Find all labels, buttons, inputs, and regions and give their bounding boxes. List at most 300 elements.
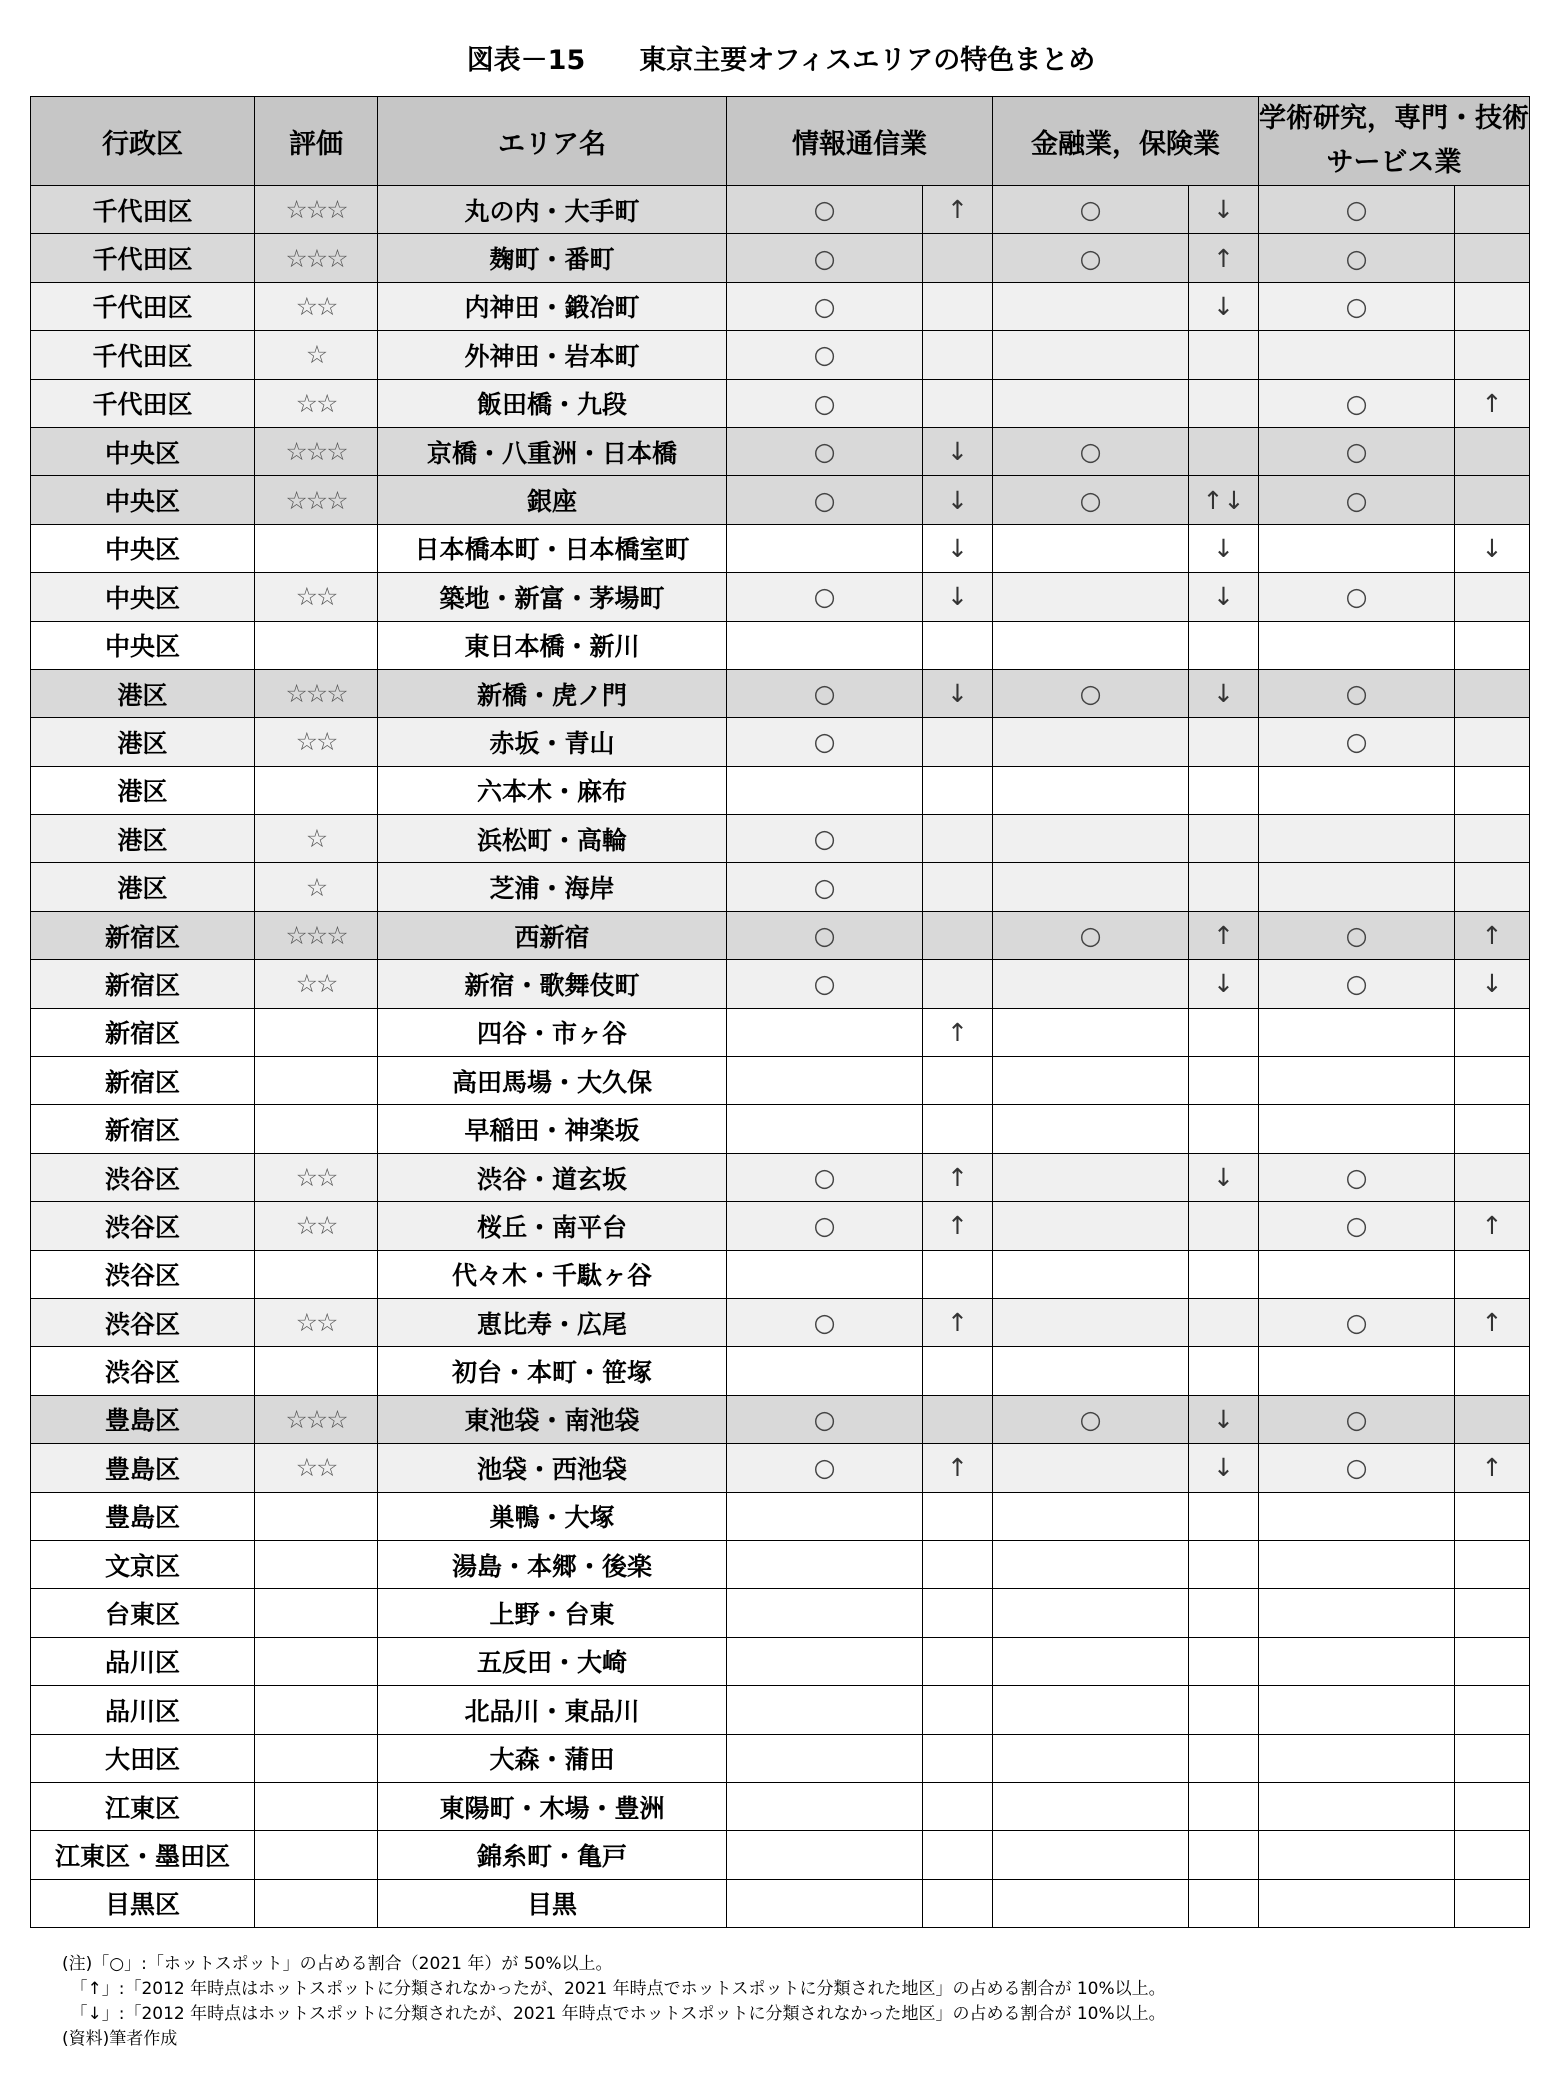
cell-info-trend: ↓ xyxy=(923,524,993,572)
cell-area: 北品川・東品川 xyxy=(378,1686,727,1734)
cell-finance-trend: ↓ xyxy=(1189,1153,1259,1201)
table-row xyxy=(31,476,1530,524)
cell-info-trend: ↑ xyxy=(923,186,993,234)
cell-info xyxy=(727,1250,923,1298)
cell-academic-trend xyxy=(1455,1153,1530,1201)
cell-info xyxy=(727,766,923,814)
cell-academic: ○ xyxy=(1259,911,1455,959)
cell-academic: ○ xyxy=(1259,476,1455,524)
cell-academic-trend xyxy=(1455,1831,1530,1879)
cell-finance-trend: ↑↓ xyxy=(1189,476,1259,524)
cell-finance xyxy=(993,1008,1189,1056)
cell-ward: 渋谷区 xyxy=(31,1250,255,1298)
cell-academic xyxy=(1259,1250,1455,1298)
cell-info-trend xyxy=(923,1492,993,1540)
cell-finance xyxy=(993,1637,1189,1685)
table-row xyxy=(31,1589,1530,1637)
cell-academic-trend: ↑ xyxy=(1455,1444,1530,1492)
cell-finance-trend: ↓ xyxy=(1189,282,1259,330)
cell-info xyxy=(727,1686,923,1734)
cell-finance-trend xyxy=(1189,1879,1259,1927)
cell-ward: 新宿区 xyxy=(31,911,255,959)
cell-academic: ○ xyxy=(1259,573,1455,621)
cell-info-trend xyxy=(923,1831,993,1879)
cell-academic: ○ xyxy=(1259,282,1455,330)
header-info: 情報通信業 xyxy=(727,97,993,186)
cell-info xyxy=(727,1589,923,1637)
cell-finance: ○ xyxy=(993,427,1189,475)
table-row xyxy=(31,911,1530,959)
cell-ward: 新宿区 xyxy=(31,960,255,1008)
cell-area: 銀座 xyxy=(378,476,727,524)
cell-finance xyxy=(993,621,1189,669)
cell-finance: ○ xyxy=(993,669,1189,717)
cell-area: 新宿・歌舞伎町 xyxy=(378,960,727,1008)
cell-info-trend xyxy=(923,1057,993,1105)
cell-info-trend xyxy=(923,234,993,282)
cell-ward: 港区 xyxy=(31,815,255,863)
cell-academic xyxy=(1259,1492,1455,1540)
cell-finance-trend: ↓ xyxy=(1189,669,1259,717)
table-row xyxy=(31,1202,1530,1250)
cell-finance xyxy=(993,1250,1189,1298)
cell-finance: ○ xyxy=(993,911,1189,959)
cell-ward: 渋谷区 xyxy=(31,1347,255,1395)
cell-ward: 文京区 xyxy=(31,1540,255,1588)
cell-area: 上野・台東 xyxy=(378,1589,727,1637)
cell-academic-trend xyxy=(1455,1686,1530,1734)
table-row xyxy=(31,1540,1530,1588)
cell-ward: 台東区 xyxy=(31,1589,255,1637)
cell-finance: ○ xyxy=(993,1395,1189,1443)
cell-area: 初台・本町・笹塚 xyxy=(378,1347,727,1395)
cell-academic-trend: ↑ xyxy=(1455,1202,1530,1250)
cell-finance xyxy=(993,1540,1189,1588)
note-down-arrow: 「↓」:「2012 年時点はホットスポットに分類されたが、2021 年時点でホットスポットに分類されなかった地区」の占める割合が 10%以上。 xyxy=(62,2004,1166,2024)
table-row xyxy=(31,573,1530,621)
table-row xyxy=(31,1782,1530,1830)
cell-finance-trend: ↓ xyxy=(1189,1444,1259,1492)
cell-ward: 目黒区 xyxy=(31,1879,255,1927)
header-area: エリア名 xyxy=(378,97,727,186)
cell-info: ○ xyxy=(727,573,923,621)
cell-info xyxy=(727,524,923,572)
cell-area: 東陽町・木場・豊洲 xyxy=(378,1782,727,1830)
cell-rating: ☆☆ xyxy=(255,282,378,330)
cell-info: ○ xyxy=(727,911,923,959)
page-title: 図表－15 東京主要オフィスエリアの特色まとめ xyxy=(466,45,1096,76)
cell-info-trend xyxy=(923,766,993,814)
table-row xyxy=(31,1057,1530,1105)
cell-academic-trend xyxy=(1455,1637,1530,1685)
cell-finance xyxy=(993,766,1189,814)
cell-info-trend xyxy=(923,1105,993,1153)
cell-info: ○ xyxy=(727,476,923,524)
cell-finance xyxy=(993,524,1189,572)
cell-academic-trend xyxy=(1455,1347,1530,1395)
cell-academic-trend xyxy=(1455,331,1530,379)
cell-finance-trend xyxy=(1189,863,1259,911)
cell-academic-trend: ↑ xyxy=(1455,1298,1530,1346)
cell-ward: 大田区 xyxy=(31,1734,255,1782)
cell-rating: ☆☆ xyxy=(255,1298,378,1346)
cell-rating: ☆☆☆ xyxy=(255,427,378,475)
cell-ward: 中央区 xyxy=(31,573,255,621)
cell-academic-trend xyxy=(1455,1734,1530,1782)
cell-info-trend: ↓ xyxy=(923,427,993,475)
cell-finance-trend xyxy=(1189,1057,1259,1105)
cell-academic xyxy=(1259,1008,1455,1056)
cell-finance-trend xyxy=(1189,1298,1259,1346)
cell-academic-trend xyxy=(1455,1879,1530,1927)
cell-info-trend xyxy=(923,1395,993,1443)
header-rating: 評価 xyxy=(255,97,378,186)
cell-info xyxy=(727,621,923,669)
cell-info: ○ xyxy=(727,282,923,330)
cell-rating xyxy=(255,1008,378,1056)
cell-info: ○ xyxy=(727,960,923,1008)
cell-finance xyxy=(993,331,1189,379)
office-area-table xyxy=(30,96,1530,1928)
cell-area: 麹町・番町 xyxy=(378,234,727,282)
table-row xyxy=(31,1879,1530,1927)
cell-academic-trend: ↓ xyxy=(1455,960,1530,1008)
cell-ward: 品川区 xyxy=(31,1686,255,1734)
table-row xyxy=(31,1444,1530,1492)
cell-finance-trend xyxy=(1189,1202,1259,1250)
cell-area: 丸の内・大手町 xyxy=(378,186,727,234)
cell-academic: ○ xyxy=(1259,669,1455,717)
cell-academic-trend xyxy=(1455,573,1530,621)
table-row xyxy=(31,766,1530,814)
cell-rating xyxy=(255,1057,378,1105)
cell-area: 目黒 xyxy=(378,1879,727,1927)
table-row xyxy=(31,1637,1530,1685)
header-academic: 学術研究，専門・技術サービス業 xyxy=(1259,97,1530,186)
cell-academic-trend: ↓ xyxy=(1455,524,1530,572)
note-up-arrow: 「↑」:「2012 年時点はホットスポットに分類されなかったが、2021 年時点でホットスポットに分類された地区」の占める割合が 10%以上。 xyxy=(62,1979,1166,1999)
cell-rating xyxy=(255,1734,378,1782)
cell-finance-trend: ↓ xyxy=(1189,524,1259,572)
cell-finance xyxy=(993,1347,1189,1395)
table-row xyxy=(31,815,1530,863)
cell-ward: 千代田区 xyxy=(31,186,255,234)
cell-rating: ☆☆ xyxy=(255,1444,378,1492)
cell-area: 恵比寿・広尾 xyxy=(378,1298,727,1346)
cell-ward: 千代田区 xyxy=(31,379,255,427)
cell-info-trend: ↑ xyxy=(923,1202,993,1250)
cell-ward: 港区 xyxy=(31,669,255,717)
cell-academic-trend xyxy=(1455,669,1530,717)
cell-area: 東日本橋・新川 xyxy=(378,621,727,669)
cell-ward: 豊島区 xyxy=(31,1492,255,1540)
cell-finance xyxy=(993,1589,1189,1637)
cell-academic xyxy=(1259,1686,1455,1734)
cell-rating: ☆☆ xyxy=(255,1153,378,1201)
cell-academic-trend: ↑ xyxy=(1455,379,1530,427)
table-row xyxy=(31,1831,1530,1879)
cell-rating: ☆☆☆ xyxy=(255,234,378,282)
cell-academic-trend xyxy=(1455,186,1530,234)
cell-area: 大森・蒲田 xyxy=(378,1734,727,1782)
cell-academic: ○ xyxy=(1259,186,1455,234)
header-row xyxy=(31,97,1530,186)
cell-info-trend: ↓ xyxy=(923,573,993,621)
cell-area: 新橋・虎ノ門 xyxy=(378,669,727,717)
cell-rating xyxy=(255,1347,378,1395)
cell-rating: ☆☆☆ xyxy=(255,669,378,717)
table-row xyxy=(31,1492,1530,1540)
cell-finance-trend xyxy=(1189,718,1259,766)
cell-area: 築地・新富・茅場町 xyxy=(378,573,727,621)
cell-finance-trend xyxy=(1189,1782,1259,1830)
cell-rating: ☆☆ xyxy=(255,1202,378,1250)
table-row xyxy=(31,1105,1530,1153)
cell-finance-trend: ↓ xyxy=(1189,1395,1259,1443)
cell-academic-trend xyxy=(1455,621,1530,669)
cell-ward: 港区 xyxy=(31,863,255,911)
cell-academic-trend xyxy=(1455,1589,1530,1637)
cell-ward: 渋谷区 xyxy=(31,1298,255,1346)
cell-info: ○ xyxy=(727,1395,923,1443)
cell-finance xyxy=(993,1879,1189,1927)
cell-academic-trend xyxy=(1455,234,1530,282)
cell-area: 飯田橋・九段 xyxy=(378,379,727,427)
cell-finance-trend xyxy=(1189,1686,1259,1734)
cell-ward: 品川区 xyxy=(31,1637,255,1685)
header-ward: 行政区 xyxy=(31,97,255,186)
table-row xyxy=(31,234,1530,282)
cell-ward: 港区 xyxy=(31,766,255,814)
footnotes xyxy=(62,1952,1166,2052)
table-row xyxy=(31,524,1530,572)
cell-finance: ○ xyxy=(993,476,1189,524)
cell-ward: 豊島区 xyxy=(31,1444,255,1492)
cell-info-trend xyxy=(923,1540,993,1588)
cell-area: 内神田・鍛冶町 xyxy=(378,282,727,330)
cell-academic xyxy=(1259,1105,1455,1153)
cell-info: ○ xyxy=(727,427,923,475)
cell-academic xyxy=(1259,1782,1455,1830)
cell-finance xyxy=(993,573,1189,621)
cell-ward: 港区 xyxy=(31,718,255,766)
cell-academic: ○ xyxy=(1259,1395,1455,1443)
cell-info-trend: ↓ xyxy=(923,669,993,717)
cell-academic-trend xyxy=(1455,718,1530,766)
table-row xyxy=(31,1395,1530,1443)
cell-info xyxy=(727,1782,923,1830)
table-row xyxy=(31,1734,1530,1782)
cell-finance xyxy=(993,815,1189,863)
cell-area: 池袋・西池袋 xyxy=(378,1444,727,1492)
cell-area: 六本木・麻布 xyxy=(378,766,727,814)
cell-info: ○ xyxy=(727,186,923,234)
cell-academic xyxy=(1259,1637,1455,1685)
cell-area: 湯島・本郷・後楽 xyxy=(378,1540,727,1588)
cell-info: ○ xyxy=(727,669,923,717)
cell-area: 錦糸町・亀戸 xyxy=(378,1831,727,1879)
cell-info-trend xyxy=(923,911,993,959)
cell-finance xyxy=(993,1153,1189,1201)
cell-info-trend xyxy=(923,815,993,863)
cell-finance-trend xyxy=(1189,1105,1259,1153)
cell-academic xyxy=(1259,524,1455,572)
cell-finance-trend xyxy=(1189,427,1259,475)
cell-info xyxy=(727,1057,923,1105)
cell-rating: ☆☆ xyxy=(255,573,378,621)
cell-info xyxy=(727,1879,923,1927)
cell-academic xyxy=(1259,1734,1455,1782)
cell-finance xyxy=(993,1734,1189,1782)
cell-academic-trend xyxy=(1455,1395,1530,1443)
cell-academic-trend xyxy=(1455,1250,1530,1298)
cell-area: 桜丘・南平台 xyxy=(378,1202,727,1250)
cell-ward: 千代田区 xyxy=(31,234,255,282)
cell-finance xyxy=(993,1057,1189,1105)
cell-info-trend xyxy=(923,1347,993,1395)
cell-info-trend: ↑ xyxy=(923,1298,993,1346)
cell-rating xyxy=(255,1540,378,1588)
cell-rating xyxy=(255,1250,378,1298)
cell-finance-trend xyxy=(1189,1589,1259,1637)
table-row xyxy=(31,282,1530,330)
cell-rating xyxy=(255,1589,378,1637)
cell-finance-trend xyxy=(1189,815,1259,863)
cell-area: 早稲田・神楽坂 xyxy=(378,1105,727,1153)
cell-academic xyxy=(1259,621,1455,669)
cell-finance xyxy=(993,1105,1189,1153)
cell-academic-trend: ↑ xyxy=(1455,911,1530,959)
cell-academic: ○ xyxy=(1259,234,1455,282)
cell-info-trend: ↓ xyxy=(923,476,993,524)
table-row xyxy=(31,669,1530,717)
cell-finance xyxy=(993,282,1189,330)
cell-area: 代々木・千駄ヶ谷 xyxy=(378,1250,727,1298)
table-body xyxy=(31,186,1530,1928)
table-row xyxy=(31,1686,1530,1734)
cell-finance-trend: ↓ xyxy=(1189,573,1259,621)
cell-ward: 新宿区 xyxy=(31,1105,255,1153)
cell-finance-trend xyxy=(1189,766,1259,814)
table-row xyxy=(31,331,1530,379)
cell-info xyxy=(727,1734,923,1782)
cell-academic-trend xyxy=(1455,766,1530,814)
cell-info-trend xyxy=(923,1686,993,1734)
table-row xyxy=(31,427,1530,475)
cell-academic-trend xyxy=(1455,1492,1530,1540)
cell-info: ○ xyxy=(727,863,923,911)
cell-finance xyxy=(993,1444,1189,1492)
cell-finance xyxy=(993,1782,1189,1830)
cell-area: 西新宿 xyxy=(378,911,727,959)
cell-finance xyxy=(993,379,1189,427)
cell-info-trend xyxy=(923,863,993,911)
cell-info-trend xyxy=(923,960,993,1008)
cell-info: ○ xyxy=(727,815,923,863)
cell-info: ○ xyxy=(727,1202,923,1250)
cell-academic xyxy=(1259,1347,1455,1395)
cell-finance-trend xyxy=(1189,379,1259,427)
cell-rating xyxy=(255,1879,378,1927)
cell-finance-trend xyxy=(1189,1347,1259,1395)
table-row xyxy=(31,960,1530,1008)
cell-info-trend xyxy=(923,1250,993,1298)
cell-rating: ☆ xyxy=(255,815,378,863)
cell-academic-trend xyxy=(1455,1540,1530,1588)
cell-ward: 渋谷区 xyxy=(31,1202,255,1250)
cell-finance-trend xyxy=(1189,1492,1259,1540)
cell-finance-trend: ↑ xyxy=(1189,911,1259,959)
cell-area: 五反田・大崎 xyxy=(378,1637,727,1685)
cell-ward: 千代田区 xyxy=(31,331,255,379)
cell-rating xyxy=(255,621,378,669)
cell-academic xyxy=(1259,863,1455,911)
cell-ward: 中央区 xyxy=(31,621,255,669)
cell-rating: ☆ xyxy=(255,863,378,911)
cell-rating: ☆☆☆ xyxy=(255,911,378,959)
cell-info: ○ xyxy=(727,718,923,766)
cell-rating: ☆ xyxy=(255,331,378,379)
cell-rating: ☆☆ xyxy=(255,379,378,427)
table-row xyxy=(31,1347,1530,1395)
cell-academic-trend xyxy=(1455,1057,1530,1105)
cell-academic: ○ xyxy=(1259,1444,1455,1492)
cell-academic-trend xyxy=(1455,863,1530,911)
cell-academic: ○ xyxy=(1259,427,1455,475)
cell-academic xyxy=(1259,1831,1455,1879)
cell-rating xyxy=(255,1782,378,1830)
cell-area: 日本橋本町・日本橋室町 xyxy=(378,524,727,572)
cell-info: ○ xyxy=(727,1298,923,1346)
cell-info-trend xyxy=(923,1782,993,1830)
note-source: (資料)筆者作成 xyxy=(62,2029,178,2049)
table-row xyxy=(31,718,1530,766)
cell-info-trend xyxy=(923,1637,993,1685)
cell-info xyxy=(727,1347,923,1395)
cell-finance-trend: ↓ xyxy=(1189,186,1259,234)
cell-finance: ○ xyxy=(993,234,1189,282)
cell-ward: 中央区 xyxy=(31,524,255,572)
cell-academic-trend xyxy=(1455,1105,1530,1153)
cell-info: ○ xyxy=(727,331,923,379)
cell-info: ○ xyxy=(727,1153,923,1201)
cell-rating xyxy=(255,1492,378,1540)
cell-rating xyxy=(255,1105,378,1153)
cell-finance xyxy=(993,718,1189,766)
table-row xyxy=(31,186,1530,234)
cell-finance-trend: ↑ xyxy=(1189,234,1259,282)
cell-rating xyxy=(255,1831,378,1879)
cell-info xyxy=(727,1637,923,1685)
cell-academic-trend xyxy=(1455,282,1530,330)
cell-finance xyxy=(993,1298,1189,1346)
cell-rating: ☆☆ xyxy=(255,718,378,766)
cell-info-trend xyxy=(923,718,993,766)
cell-info-trend: ↑ xyxy=(923,1008,993,1056)
table-row xyxy=(31,379,1530,427)
cell-academic xyxy=(1259,1589,1455,1637)
table-row xyxy=(31,1250,1530,1298)
cell-finance xyxy=(993,1202,1189,1250)
cell-rating xyxy=(255,766,378,814)
cell-info: ○ xyxy=(727,379,923,427)
cell-area: 渋谷・道玄坂 xyxy=(378,1153,727,1201)
header-finance: 金融業，保険業 xyxy=(993,97,1259,186)
cell-finance: ○ xyxy=(993,186,1189,234)
cell-rating: ☆☆ xyxy=(255,960,378,1008)
cell-academic xyxy=(1259,1540,1455,1588)
cell-info-trend xyxy=(923,379,993,427)
